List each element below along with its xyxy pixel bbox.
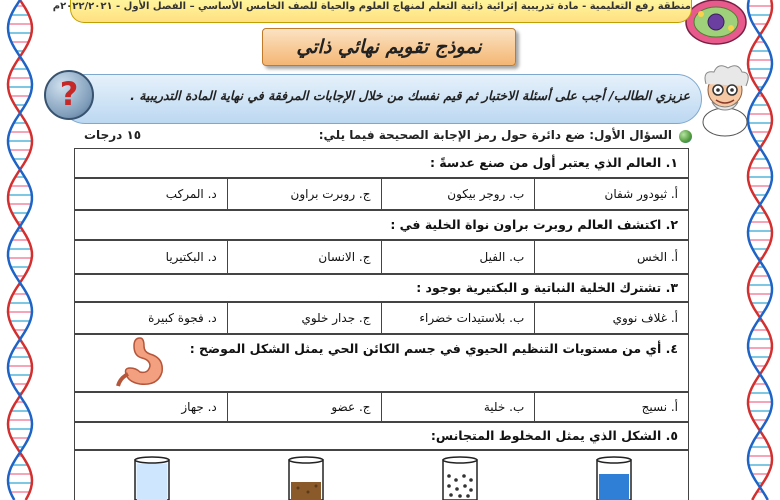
- question-text: ٥. الشكل الذي يمثل المخلوط المتجانس:: [430, 428, 678, 443]
- options-row: [74, 392, 689, 422]
- option-b[interactable]: ب. خلية: [381, 393, 535, 421]
- cell-icon: [685, 0, 747, 52]
- page-title: نموذج تقويم نهائي ذاتي: [262, 28, 516, 66]
- options-row: [74, 302, 689, 334]
- option-b[interactable]: ب. الفيل: [381, 241, 535, 273]
- question-row: [74, 210, 689, 240]
- dna-strand-icon: [0, 0, 40, 500]
- option-d[interactable]: د. البكتيريا: [165, 250, 217, 264]
- section-header: [72, 128, 692, 146]
- globe-icon: [679, 130, 692, 143]
- beaker-icon[interactable]: [440, 456, 480, 500]
- header-strip: منطقة رفع التعليمية - مادة تدريبية إثرائية ذاتية التعلم لمنهاج العلوم والحياة للصف الخامس الأساسي – الفصل الأول - ٢٠٢٢/٢٠٢١م: [70, 0, 692, 23]
- option-b[interactable]: ب. بلاستيدات خضراء: [381, 303, 535, 333]
- option-a[interactable]: أ. نسيج: [534, 393, 688, 421]
- option-c[interactable]: ج. عضو: [227, 393, 381, 421]
- option-d[interactable]: د. المركب: [165, 187, 217, 201]
- section-marks: ١٥ درجات: [84, 128, 142, 142]
- stomach-icon: [110, 334, 170, 389]
- question-text: ٢. اكتشف العالم روبرت براون نواة الخلية في :: [390, 217, 678, 232]
- question-text: ١. العالم الذي يعتبر أول من صنع عدسةً :: [429, 155, 678, 170]
- option-a[interactable]: أ. الخس: [534, 241, 688, 273]
- question-text: ٤. أي من مستويات التنظيم الحيوي في جسم الكائن الحي يمثل الشكل الموضح :: [189, 341, 678, 356]
- options-row: [74, 240, 689, 274]
- question-mark-icon: ?: [44, 70, 94, 120]
- option-d[interactable]: د. جهاز: [181, 400, 217, 414]
- option-b[interactable]: ب. روجر بيكون: [381, 179, 535, 209]
- question-text: ٣. تشترك الخلية النباتية و البكتيرية بوجود :: [416, 280, 678, 295]
- beaker-icon[interactable]: [286, 456, 326, 500]
- option-a[interactable]: أ. ثيودور شفان: [534, 179, 688, 209]
- question-row: [74, 148, 689, 178]
- question-row: [74, 422, 689, 450]
- option-a[interactable]: أ. غلاف نووي: [534, 303, 688, 333]
- option-c[interactable]: ج. روبرت براون: [227, 179, 381, 209]
- section-title: السؤال الأول: ضع دائرة حول رمز الإجابة الصحيحة فيما يلي:: [318, 128, 672, 142]
- option-c[interactable]: ج. الانسان: [227, 241, 381, 273]
- option-c[interactable]: ج. جدار خلوي: [227, 303, 381, 333]
- beaker-icon[interactable]: [132, 456, 172, 500]
- question-row: [74, 274, 689, 302]
- option-d[interactable]: د. فجوة كبيرة: [148, 311, 217, 325]
- options-row: [74, 178, 689, 210]
- scientist-icon: [694, 60, 756, 136]
- instruction-text: عزيزي الطالب/ أجب على أسئلة الاختبار ثم قيم نفسك من خلال الإجابات المرفقة في نهاية المادة التدريبية .: [130, 88, 690, 103]
- beaker-icon[interactable]: [594, 456, 634, 500]
